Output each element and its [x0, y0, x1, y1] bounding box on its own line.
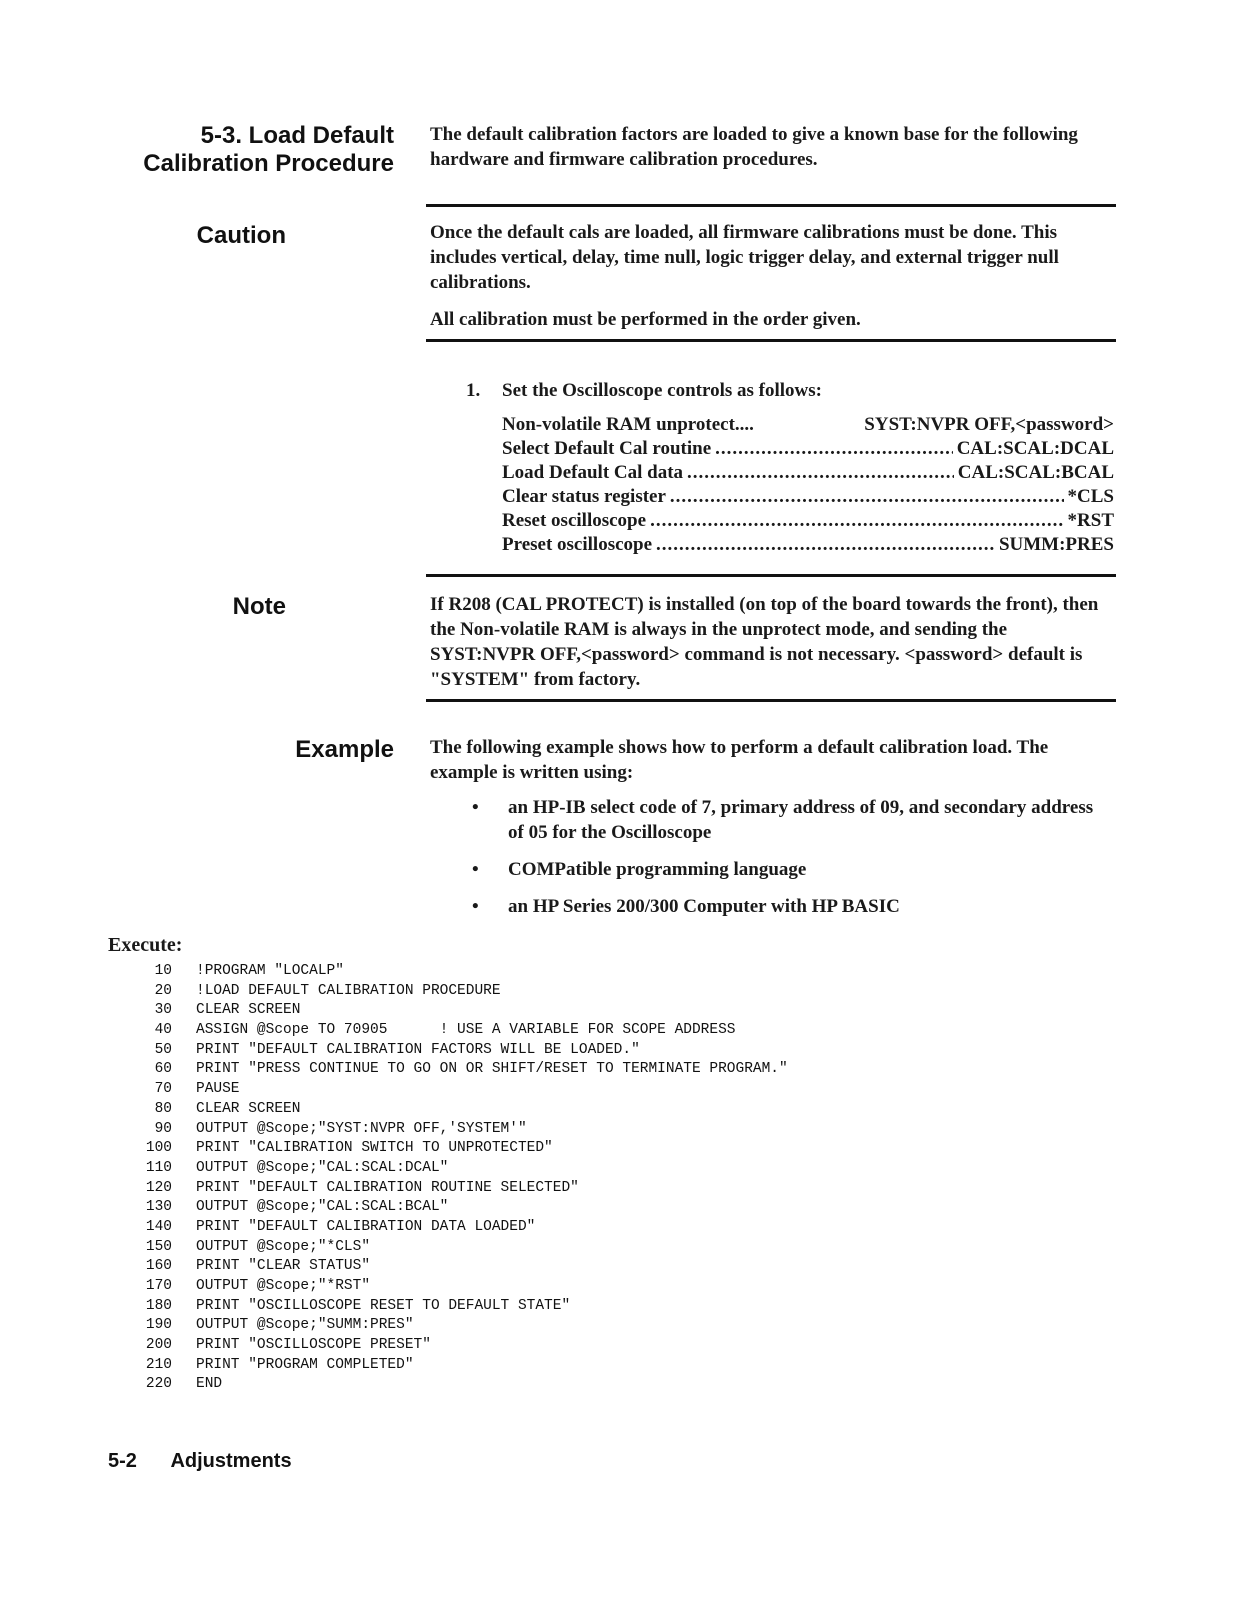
example-label: Example: [295, 736, 394, 763]
code-line: [118, 1120, 1018, 1140]
code-line: [118, 1001, 1018, 1021]
setting-command: SUMM:PRES: [998, 534, 1114, 555]
setting-row: [502, 412, 1114, 436]
code-line: [118, 1297, 1018, 1317]
setting-leader-dots: [715, 436, 953, 461]
code-line-text: OUTPUT @Scope;"*RST": [196, 1278, 371, 1294]
step-1-number: 1.: [466, 380, 481, 401]
setting-row: [502, 532, 1114, 556]
setting-leader-dots: [670, 484, 1064, 509]
code-line-text: PRINT "CLEAR STATUS": [196, 1258, 371, 1275]
code-line: [118, 1198, 1018, 1218]
footer-chapter: Adjustments: [170, 1450, 292, 1472]
bullet-item: [466, 857, 1112, 882]
note-label: Note: [232, 593, 286, 620]
code-line-number: 140: [145, 1218, 172, 1235]
code-line: [118, 1257, 1018, 1277]
code-line: [118, 1356, 1018, 1376]
code-line-number: 30: [154, 1002, 172, 1019]
code-line-text: OUTPUT @Scope;"SUMM:PRES": [196, 1317, 414, 1334]
code-line-text: PRINT "PRESS CONTINUE TO GO ON OR SHIFT/RESET TO TERMINATE PROGRAM.": [196, 1061, 788, 1078]
code-line-number: 130: [145, 1199, 172, 1216]
code-line-text: PAUSE: [196, 1081, 240, 1098]
code-line-text: !LOAD DEFAULT CALIBRATION PROCEDURE: [196, 982, 501, 999]
code-line-text: PRINT "PROGRAM COMPLETED": [196, 1356, 414, 1373]
code-line-text: PRINT "CALIBRATION SWITCH TO UNPROTECTED": [196, 1140, 553, 1157]
code-line-number: 160: [145, 1258, 172, 1275]
code-line-text: PRINT "DEFAULT CALIBRATION FACTORS WILL BE LOADED.": [196, 1041, 640, 1058]
note-top-rule: [426, 574, 1116, 577]
step-1: [466, 378, 1116, 403]
setting-leader-dots: [656, 532, 995, 557]
caution-paragraph-2: All calibration must be performed in the order given.: [430, 309, 861, 330]
step-1-text: Set the Oscilloscope controls as follows:: [502, 380, 822, 401]
bullet-text: COMPatible programming language: [508, 859, 807, 880]
code-line-text: OUTPUT @Scope;"CAL:SCAL:BCAL": [196, 1199, 449, 1216]
bullet-text: an HP Series 200/300 Computer with HP BASIC: [508, 896, 900, 917]
section-heading: [60, 122, 394, 178]
code-line-number: 40: [154, 1022, 172, 1039]
setting-label: Clear status register: [502, 486, 666, 507]
execute-label: Execute:: [108, 934, 183, 956]
code-line-text: CLEAR SCREEN: [196, 1100, 301, 1117]
setting-row: [502, 436, 1114, 460]
code-line-number: 200: [145, 1337, 172, 1354]
section-intro: The default calibration factors are loaded to give a known base for the following hardware and firmware calibration procedures.: [430, 124, 1078, 170]
caution-top-rule: [426, 204, 1116, 207]
code-line-text: ASSIGN @Scope TO 70905 ! USE A VARIABLE FOR SCOPE ADDRESS: [196, 1022, 736, 1039]
bullet-item: [466, 894, 1112, 919]
code-line: [118, 982, 1018, 1002]
caution-text: [430, 220, 1110, 332]
example-bullets: [466, 795, 1112, 931]
settings-list: [502, 412, 1114, 556]
code-line: [118, 1316, 1018, 1336]
setting-label: Load Default Cal data: [502, 462, 684, 483]
caution-label: Caution: [196, 222, 286, 249]
code-line: [118, 1336, 1018, 1356]
bullet-dot-icon: •: [472, 797, 479, 818]
bullet-item: [466, 795, 1112, 845]
code-line-number: 220: [145, 1376, 172, 1393]
caution-paragraph-1: Once the default cals are loaded, all firmware calibrations must be done. This includes vertical, delay, time null, logic trigger delay, and external trigger null calibrations.: [430, 222, 1059, 293]
code-line-number: 90: [154, 1120, 172, 1137]
code-line-number: 10: [154, 963, 172, 979]
code-line: [118, 1238, 1018, 1258]
code-line-number: 60: [154, 1061, 172, 1078]
code-line-number: 150: [145, 1238, 172, 1255]
code-line: [118, 1139, 1018, 1159]
section-title-line2: Calibration Procedure: [143, 150, 394, 177]
code-line: [118, 1159, 1018, 1179]
code-line-text: OUTPUT @Scope;"*CLS": [196, 1238, 371, 1255]
code-line-text: PRINT "OSCILLOSCOPE PRESET": [196, 1337, 431, 1354]
setting-command: *CLS: [1067, 486, 1114, 507]
code-line: [118, 1021, 1018, 1041]
code-line: [118, 1080, 1018, 1100]
setting-command: CAL:SCAL:BCAL: [957, 462, 1114, 483]
setting-label: Preset oscilloscope: [502, 534, 653, 555]
code-line-text: PRINT "DEFAULT CALIBRATION DATA LOADED": [196, 1218, 536, 1235]
code-line-text: OUTPUT @Scope;"CAL:SCAL:DCAL": [196, 1159, 449, 1176]
code-line-number: 170: [145, 1278, 172, 1294]
code-line-text: PRINT "OSCILLOSCOPE RESET TO DEFAULT STATE": [196, 1297, 571, 1314]
code-line-number: 190: [145, 1317, 172, 1334]
code-line-number: 50: [154, 1041, 172, 1058]
setting-command: CAL:SCAL:DCAL: [956, 438, 1114, 459]
setting-leader-dots: [650, 508, 1063, 533]
code-line-number: 20: [154, 982, 172, 999]
code-line-number: 210: [145, 1356, 172, 1373]
code-line-number: 110: [145, 1159, 172, 1176]
code-line-text: END: [196, 1376, 223, 1393]
setting-label: Select Default Cal routine: [502, 438, 712, 459]
code-line-number: 120: [145, 1179, 172, 1196]
program-listing: [118, 962, 1018, 1395]
example-intro: The following example shows how to perform a default calibration load. The example is written using:: [430, 737, 1049, 783]
caution-bottom-rule: [426, 339, 1116, 342]
code-line-text: CLEAR SCREEN: [196, 1002, 301, 1019]
code-line: [118, 1041, 1018, 1061]
bullet-dot-icon: •: [472, 859, 479, 880]
setting-row: [502, 508, 1114, 532]
bullet-dot-icon: •: [472, 896, 479, 917]
code-line-number: 70: [154, 1081, 172, 1098]
page-footer: [108, 1450, 292, 1473]
section-title-line1: 5-3. Load Default: [200, 122, 394, 149]
code-line: [118, 962, 1018, 982]
code-line: [118, 1100, 1018, 1120]
setting-command: *RST: [1067, 510, 1114, 531]
code-line: [118, 1179, 1018, 1199]
code-line-number: 80: [154, 1100, 172, 1117]
note-bottom-rule: [426, 699, 1116, 702]
code-line: [118, 1218, 1018, 1238]
footer-page-number: 5-2: [108, 1450, 137, 1472]
setting-label: Non-volatile RAM unprotect....: [502, 414, 754, 435]
code-line-text: OUTPUT @Scope;"SYST:NVPR OFF,'SYSTEM'": [196, 1120, 527, 1137]
code-line: [118, 1060, 1018, 1080]
bullet-text: an HP-IB select code of 7, primary address of 09, and secondary address of 05 for the Oscilloscope: [508, 797, 1094, 843]
setting-label: Reset oscilloscope: [502, 510, 647, 531]
setting-row: [502, 460, 1114, 484]
setting-leader-dots: [687, 460, 954, 485]
code-line-number: 100: [145, 1140, 172, 1157]
setting-row: [502, 484, 1114, 508]
code-line-text: PRINT "DEFAULT CALIBRATION ROUTINE SELECTED": [196, 1179, 579, 1196]
setting-command: SYST:NVPR OFF,<password>: [864, 414, 1114, 435]
code-line-number: 180: [145, 1297, 172, 1314]
code-line: [118, 1375, 1018, 1395]
code-line-text: !PROGRAM "LOCALP": [196, 963, 344, 979]
note-text: If R208 (CAL PROTECT) is installed (on top of the board towards the front), then the Non-volatile RAM is always in the unprotect mode, and sending the SYST:NVPR OFF,<password> command is not necessary. <password> default is "SYSTEM" from factory.: [430, 594, 1099, 690]
code-line: [118, 1277, 1018, 1297]
